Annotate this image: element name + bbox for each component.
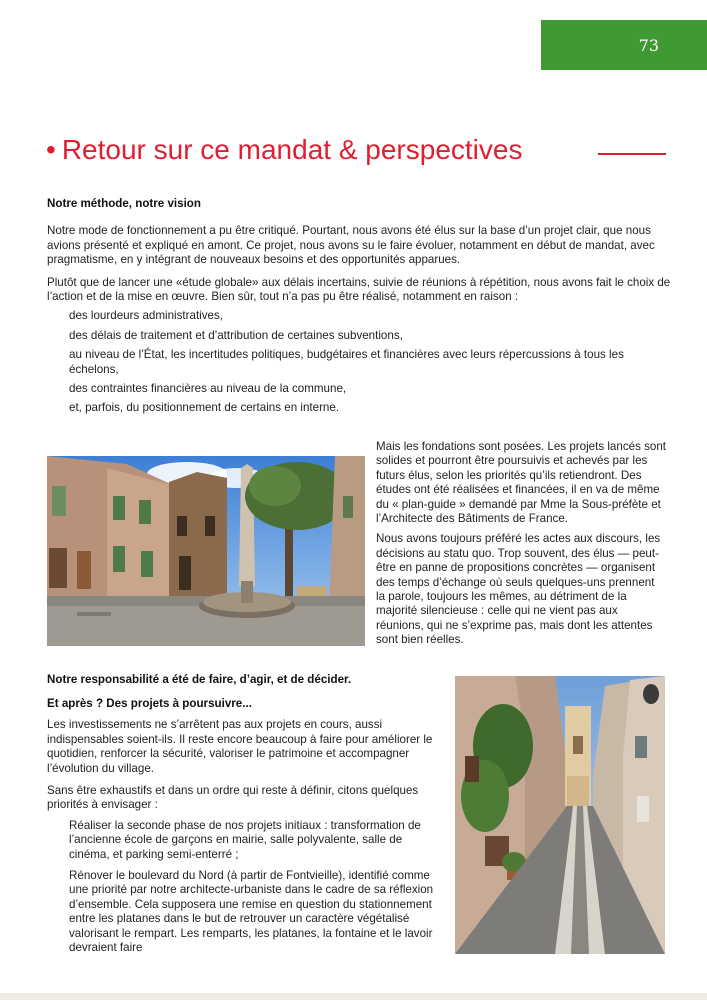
section1-paragraph-1: Notre mode de fonctionnement a pu être critiqué. Pourtant, nous avons été élus sur la base d’un projet clair, que nous avions présenté et expliqué en amont. Ce projet, nous avons su le faire évoluer, notamment en début de mandat, avec pragmatisme, en y intégrant de nouveaux besoins et des opportunités apparues.: [47, 224, 655, 267]
list-item: et, parfois, du positionnement de certains en interne.: [69, 401, 340, 415]
title-rule: [598, 153, 666, 155]
section1-paragraph-2: Plutôt que de lancer une «étude globale» aux délais incertains, suivie de réunions à répétition, nous avons fait le choix de l’action et de la mise en œuvre. Bien sûr, tout n’a pas pu être réalisé, notamment en raison :: [47, 275, 671, 304]
section2-heading: Et après ? Des projets à poursuivre...: [47, 697, 252, 710]
priorities-list: [47, 819, 442, 956]
page-bottom-edge: [0, 993, 707, 1000]
section2-paragraph-1: Les investissements ne s’arrêtent pas aux projets en cours, aussi indispensables soient-ils. Il reste encore beaucoup à faire pour améliorer le quotidien, renforcer la sécurité, valoriser le patrimoine et accompagner l’évolution du village.: [47, 718, 433, 775]
section1-text: [47, 197, 672, 421]
title-bullet: •: [46, 134, 56, 165]
list-item: des contraintes financières au niveau de la commune,: [69, 382, 347, 396]
page-number: 73: [638, 36, 659, 55]
list-item: au niveau de l’État, les incertitudes politiques, budgétaires et financières avec leurs répercussions à tous les échelons,: [69, 348, 624, 376]
section1-heading: Notre méthode, notre vision: [47, 197, 201, 210]
right-paragraph-2: Nous avons toujours préféré les actes aux discours, les décisions au statu quo. Trop souvent, des élus — peut-être en panne de propositions concrètes — organisent des temps d’échange où seuls quelques-uns prennent la parole, toujours les mêmes, au détriment de la majorité silencieuse : celle qui ne vient pas aux réunions, qui ne s’exprime pas, mais dont les attentes sont bien réelles.: [376, 532, 661, 647]
page-number-tab: [541, 20, 707, 70]
village-street-photo: [455, 676, 665, 954]
right-paragraph-1: Mais les fondations sont posées. Les projets lancés sont solides et pourront être poursuivis et achevés par les futurs élus, selon les priorités qu’ils retiendront. Des études ont été réalisées et financées, il en va de même du « plan-guide » demandé par Mme la Sous-préfète et l’Architecte des Bâtiments de France.: [376, 440, 667, 526]
section2-text: [47, 697, 442, 961]
list-item: Rénover le boulevard du Nord (à partir de Fontvieille), identifié comme une priorité par notre architecte-urbaniste dans le cadre de sa réflexion d’ensemble. Cela supposera une remise en question du stationnement entre les platanes dans le but de retrouver un caractère végétalisé valorisant le rempart. Les remparts, les platanes, la fontaine et le lavoir devraient faire: [69, 869, 434, 955]
list-item: Réaliser la seconde phase de nos projets initiaux : transformation de l’ancienne école de garçons en mairie, salle polyvalente, salle de cinéma, et parking semi-enterré ;: [69, 818, 421, 861]
section2-paragraph-2: Sans être exhaustifs et dans un ordre qui reste à définir, citons quelques priorités à envisager :: [47, 784, 419, 812]
village-square-photo: [47, 456, 365, 646]
section1-right-column: [376, 440, 666, 656]
page-title: [46, 132, 686, 168]
list-item: des lourdeurs administratives,: [69, 309, 224, 323]
constraints-list: [47, 309, 672, 415]
list-item: des délais de traitement et d’attribution de certaines subventions,: [69, 328, 403, 342]
section1-conclusion: Notre responsabilité a été de faire, d’agir, et de décider.: [47, 673, 352, 686]
page-title-text: Retour sur ce mandat & perspectives: [61, 134, 523, 165]
